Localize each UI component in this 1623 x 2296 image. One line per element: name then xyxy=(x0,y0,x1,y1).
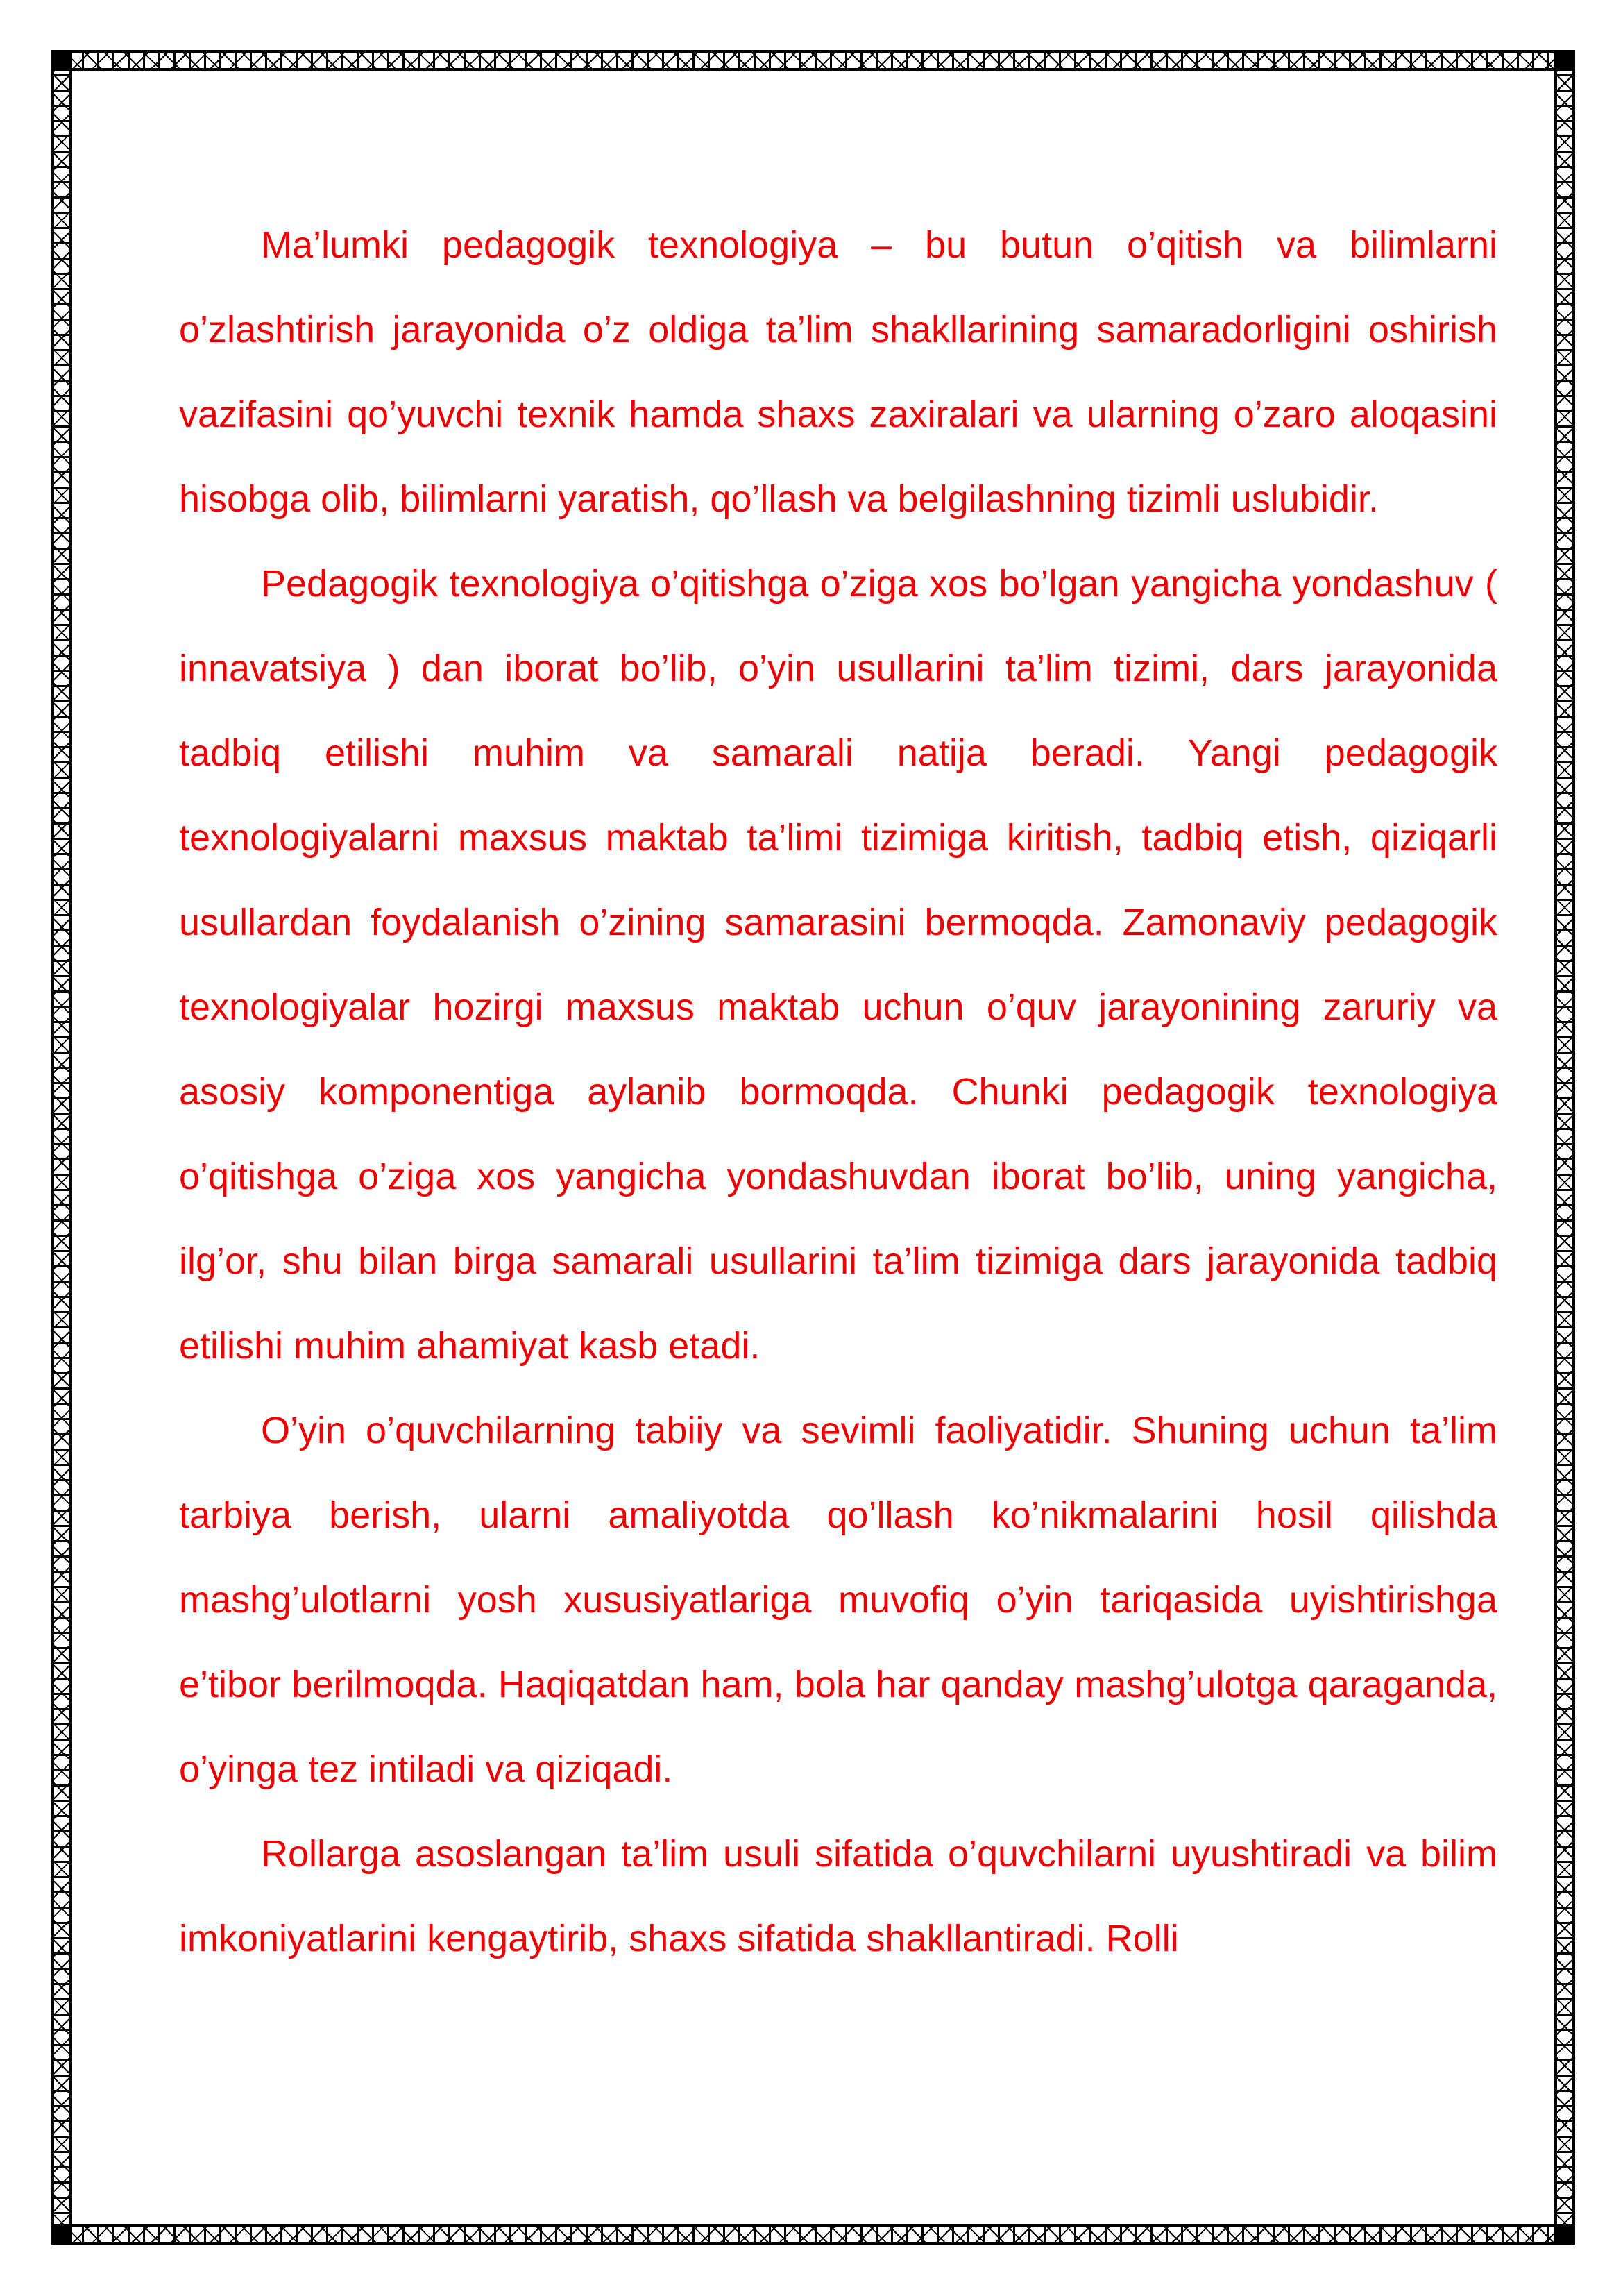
border-corner-top-right xyxy=(1554,50,1575,71)
border-corner-bottom-right xyxy=(1554,2224,1575,2245)
border-left xyxy=(51,50,72,2245)
paragraph-2: Pedagogik texnologiya o’qitishga o’ziga xos bo’lgan yangicha yondashuv ( innavatsiya ) dan iborat bo’lib, o’yin usullarini ta’lim tizimi, dars jarayonida tadbiq etilishi muhim va samarali natija beradi. Yangi pedagogik texnologiyalarni maxsus maktab ta’limi tizimiga kiritish, tadbiq etish, qiziqarli usullardan foydalanish o’zining samarasini bermoqda. Zamonaviy pedagogik texnologiyalar hozirgi maxsus maktab uchun o’quv jarayonining zaruriy va asosiy komponentiga aylanib bormoqda. Chunki pedagogik texnologiya o’qitishga o’ziga xos yangicha yondashuvdan iborat bo’lib, uning yangicha, ilg’or, shu bilan birga samarali usullarini ta’lim tizimiga dars jarayonida tadbiq etilishi muhim ahamiyat kasb etadi. xyxy=(179,563,1497,1367)
document-body xyxy=(179,203,1497,1981)
border-right xyxy=(1554,50,1575,2245)
border-bottom xyxy=(51,2224,1575,2245)
paragraph-1: Ma’lumki pedagogik texnologiya – bu butun o’qitish va bilimlarni o’zlashtirish jarayonida o’z oldiga ta’lim shakllarining samaradorligini oshirish vazifasini qo’yuvchi texnik hamda shaxs zaxiralari va ularning o’zaro aloqasini hisobga olib, bilimlarni yaratish, qo’llash va belgilashning tizimli uslubidir. xyxy=(179,224,1497,520)
border-corner-bottom-left xyxy=(51,2224,72,2245)
paragraph-4: Rollarga asoslangan ta’lim usuli sifatida o’quvchilarni uyushtiradi va bilim imkoniyatlarini kengaytirib, shaxs sifatida shakllantiradi. Rolli xyxy=(179,1833,1497,1959)
border-corner-top-left xyxy=(51,50,72,71)
border-top xyxy=(51,50,1575,71)
paragraph-3: O’yin o’quvchilarning tabiiy va sevimli faoliyatidir. Shuning uchun ta’lim tarbiya berish, ularni amaliyotda qo’llash ko’nikmalarini hosil qilishda mashg’ulotlarni yosh xususiyatlariga muvofiq o’yin tariqasida uyishtirishga e’tibor berilmoqda. Haqiqatdan ham, bola har qanday mashg’ulotga qaraganda, o’yinga tez intiladi va qiziqadi. xyxy=(179,1410,1497,1790)
